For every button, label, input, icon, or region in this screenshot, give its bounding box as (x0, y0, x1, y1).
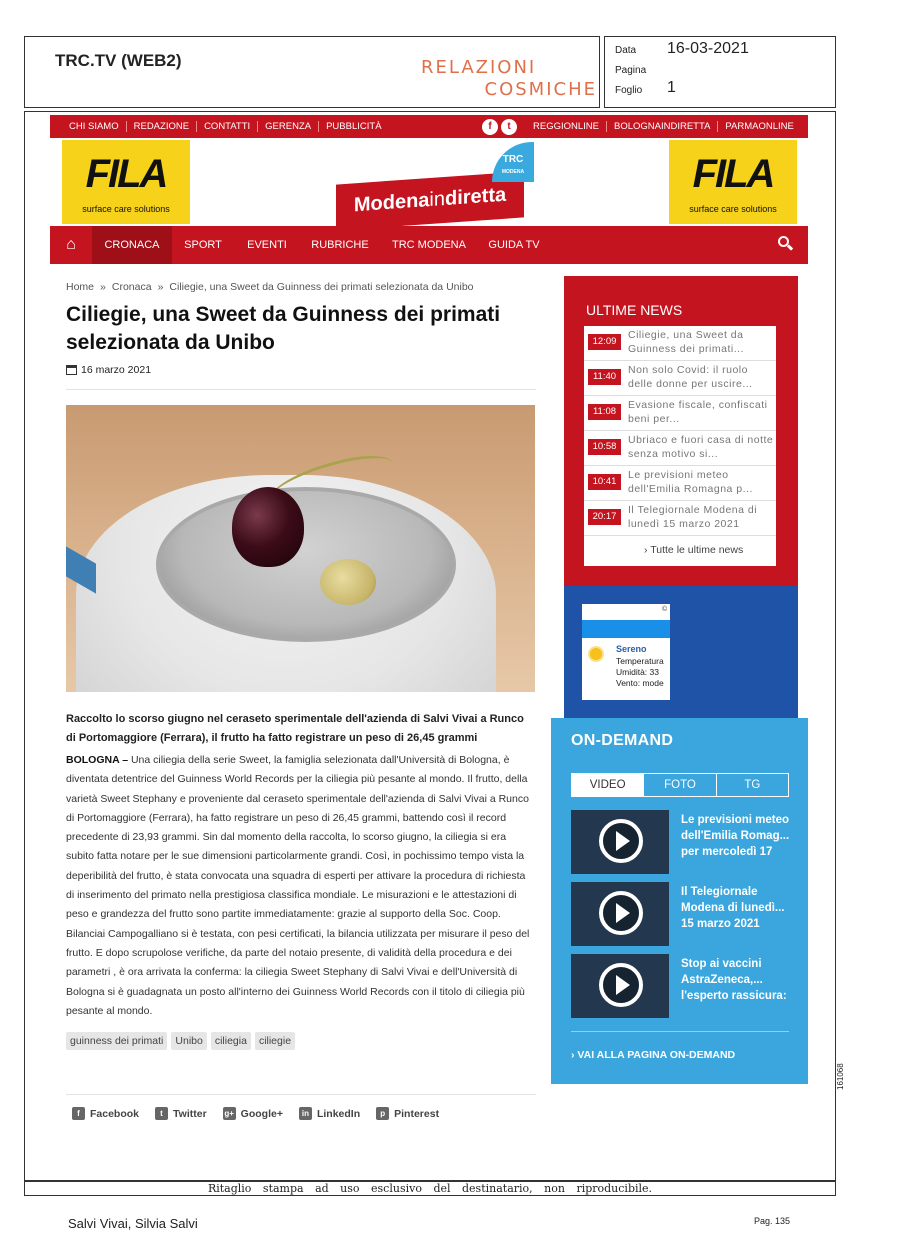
list-item[interactable]: 10:41 Le previsioni meteo dell'Emilia Romagna p... (584, 466, 776, 501)
cherry (232, 487, 304, 567)
video-thumbnail[interactable] (571, 954, 669, 1018)
breadcrumb-current: Ciliegie, una Sweet da Guinness dei primati selezionata da Unibo (169, 281, 474, 293)
top-link-chi-siamo[interactable]: CHI SIAMO (62, 121, 127, 132)
share-linkedin-button[interactable]: in LinkedIn (299, 1107, 360, 1120)
breadcrumb-cronaca[interactable]: Cronaca (111, 281, 152, 293)
link-bolognaindiretta[interactable]: BOLOGNAINDIRETTA (607, 121, 718, 132)
top-link-contatti[interactable]: CONTATTI (197, 121, 258, 132)
list-item[interactable]: 10:58 Ubriaco e fuori casa di notte senza motivo si... (584, 431, 776, 466)
tag[interactable]: ciliegia (211, 1032, 251, 1050)
top-links (62, 121, 389, 132)
nav-eventi[interactable]: EVENTI (247, 239, 287, 251)
article-lead: Raccolto lo scorso giugno nel ceraseto sperimentale dell'azienda di Salvi Vivai a Runco di Portomaggiore (Ferrara), il frutto ha fatto registrare un peso di 26,45 grammi (66, 713, 524, 744)
linkedin-icon: in (299, 1107, 312, 1120)
fila-tagline: surface care solutions (82, 204, 170, 214)
coin (320, 559, 376, 605)
tag-list (66, 1032, 295, 1050)
share-googleplus-button[interactable]: g+ Google+ (224, 1107, 283, 1120)
main-nav (50, 226, 808, 264)
weather-panel (564, 586, 798, 718)
tab-video[interactable]: VIDEO (572, 774, 644, 796)
page-label: Pagina (615, 65, 647, 76)
source-name: TRC.TV (WEB2) (55, 51, 182, 70)
article-title: Ciliegie, una Sweet da Guinness dei primati selezionata da Unibo (66, 303, 501, 354)
nav-trc-modena[interactable]: TRC MODENA (392, 239, 466, 251)
weather-condition: Sereno (616, 644, 647, 654)
video-title[interactable]: Stop ai vaccini AstraZeneca,... l'esperto rassicura: (681, 958, 787, 1002)
article-date: 16 marzo 2021 (66, 364, 151, 376)
fila-ad-left[interactable] (62, 140, 190, 224)
googleplus-icon: g+ (224, 1109, 234, 1118)
video-title[interactable]: Il Telegiornale Modena di lunedì... 15 marzo 2021 (681, 886, 785, 930)
article-body: BOLOGNA – Una ciliegia della serie Sweet, la famiglia selezionata dall'Università di Bologna, è diventata detentrice del Guinness World Records per la ciliegia più pesante al mondo. Il frutto, della varietà Sweet Stephany e proveniente dal ceraseto sperimentale dell'azienda di Salvi Vivai a Runco di Portomaggiore (Ferrara), ha fatto registrare un peso di 26,45 grammi, battendo così il record precedente di 23,93 grammi. Sin dal momento della raccolta, lo scorso giugno, la ciliegia si era subito fatta notare per le sue dimensioni particolarmente grandi. Così, in pochissimo tempo vista la deperibilità del frutto, è stata convocata una squadra di esperti per attivare la procedura di richiesta di inserimento del primato nella prestigiosa classifica mondiale. Le misurazioni e le attestazioni di peso e grandezza del frutto sono partite immediatamente: grazie al supporto della Soc. Coop. Bilanciai Campogalliano si è testata, con pesi certificati, la bilancia utilizzata per misurare il peso del frutto. E dopo scrupolose verifiche, da parte del notaio presente, di validità della procedura e dei parametri , è ora arrivata la conferma: la ciliegia Sweet Stephany di Salvi Vivai e dell'Università di Bologna si è guadagnata un posto all'interno dei Guinness World Records con il titolo di ciliegia più pesante al mondo. (66, 754, 530, 1017)
breadcrumb-home[interactable]: Home (66, 281, 95, 293)
top-link-pubblicita[interactable]: PUBBLICITÀ (326, 121, 382, 132)
weather-widget[interactable]: © Sereno Temperatura Umidità: 33 Vento: mode (582, 604, 670, 700)
list-item[interactable]: 12:09 Ciliegie, una Sweet da Guinness dei primati... (584, 326, 776, 361)
fila-tagline: surface care solutions (689, 204, 777, 214)
pinterest-icon: p (376, 1107, 389, 1120)
tab-tg[interactable]: TG (744, 779, 761, 791)
sheet-label: Foglio (615, 85, 643, 96)
social-links (482, 119, 517, 135)
ondemand-tabs (571, 773, 789, 797)
top-link-redazione[interactable]: REDAZIONE (127, 121, 197, 132)
latest-news-list (584, 326, 776, 566)
share-pinterest-button[interactable]: p Pinterest (376, 1107, 439, 1120)
twitter-icon: t (155, 1107, 168, 1120)
breadcrumb: Home » Cronaca » Ciliegie, una Sweet da Guinness dei primati selezionata da Unibo (66, 281, 474, 293)
bottom-left-note: Salvi Vivai, Silvia Salvi (68, 1216, 198, 1231)
play-icon (599, 819, 643, 863)
share-facebook-button[interactable]: f Facebook (72, 1107, 139, 1120)
video-thumbnail[interactable] (571, 810, 669, 874)
nav-guida-tv[interactable]: GUIDA TV (488, 239, 540, 251)
tag[interactable]: Unibo (171, 1032, 206, 1050)
play-icon (599, 891, 643, 935)
twitter-icon[interactable]: t (501, 119, 517, 135)
all-news-link[interactable]: › Tutte le ultime news (644, 544, 744, 556)
tab-foto[interactable]: FOTO (644, 774, 716, 796)
fila-logo: FILA (692, 152, 774, 196)
latest-news-title: ULTIME NEWS (586, 302, 683, 318)
link-parmaonline[interactable]: PARMAONLINE (725, 121, 794, 132)
scale-tray (156, 487, 456, 642)
fila-logo: FILA (85, 152, 167, 196)
link-reggionline[interactable]: REGGIONLINE (526, 121, 607, 132)
calendar-icon (66, 365, 77, 375)
divider (571, 1031, 789, 1032)
share-bar (72, 1107, 439, 1120)
date-value: 16-03-2021 (667, 40, 749, 57)
search-icon[interactable] (778, 236, 794, 252)
home-icon[interactable]: ⌂ (66, 236, 76, 253)
play-icon (599, 963, 643, 1007)
page-number: Pag. 135 (754, 1216, 791, 1226)
fila-ad-right[interactable] (669, 140, 797, 224)
site-logo[interactable]: Modenaindiretta (336, 171, 524, 230)
list-item[interactable]: 11:40 Non solo Covid: il ruolo delle donne per uscire... (584, 361, 776, 396)
trc-badge: TRC MODENA (492, 142, 534, 182)
nav-cronaca[interactable]: CRONACA (92, 226, 172, 264)
top-link-gerenza[interactable]: GERENZA (258, 121, 319, 132)
ondemand-more-link[interactable]: › VAI ALLA PAGINA ON-DEMAND (571, 1049, 736, 1061)
sheet-value: 1 (667, 79, 676, 96)
list-item[interactable]: 20:17 Il Telegiornale Modena di lunedì 15 marzo 2021 (584, 501, 776, 536)
facebook-icon: f (72, 1107, 85, 1120)
ondemand-panel (551, 718, 808, 1084)
sun-icon (590, 648, 602, 660)
side-code: 161068 (836, 1063, 845, 1090)
article-photo (66, 405, 535, 692)
nav-rubriche[interactable]: RUBRICHE (311, 239, 369, 251)
divider (66, 389, 536, 390)
ondemand-title: ON-DEMAND (571, 732, 674, 749)
relazioni-cosmiche-logo: RELAZIONI COSMICHE (421, 57, 597, 100)
network-links (526, 121, 801, 132)
top-bar (50, 115, 808, 138)
tag[interactable]: ciliegie (255, 1032, 295, 1050)
facebook-icon[interactable]: f (482, 119, 498, 135)
nav-sport[interactable]: SPORT (184, 239, 222, 251)
divider (66, 1094, 536, 1095)
clipping-meta (604, 36, 836, 108)
date-label: Data (615, 45, 637, 56)
latest-news-panel (564, 276, 798, 586)
clipping-header (24, 36, 600, 108)
tag[interactable]: guinness dei primati (66, 1032, 167, 1050)
video-thumbnail[interactable] (571, 882, 669, 946)
list-item[interactable]: 11:08 Evasione fiscale, confiscati beni per... (584, 396, 776, 431)
video-title[interactable]: Le previsioni meteo dell'Emilia Romag... per mercoledì 17 (681, 814, 790, 858)
share-twitter-button[interactable]: t Twitter (155, 1107, 207, 1120)
footer-notice: Ritaglio stampa ad uso esclusivo del destinatario, non riproducibile. (24, 1181, 836, 1196)
